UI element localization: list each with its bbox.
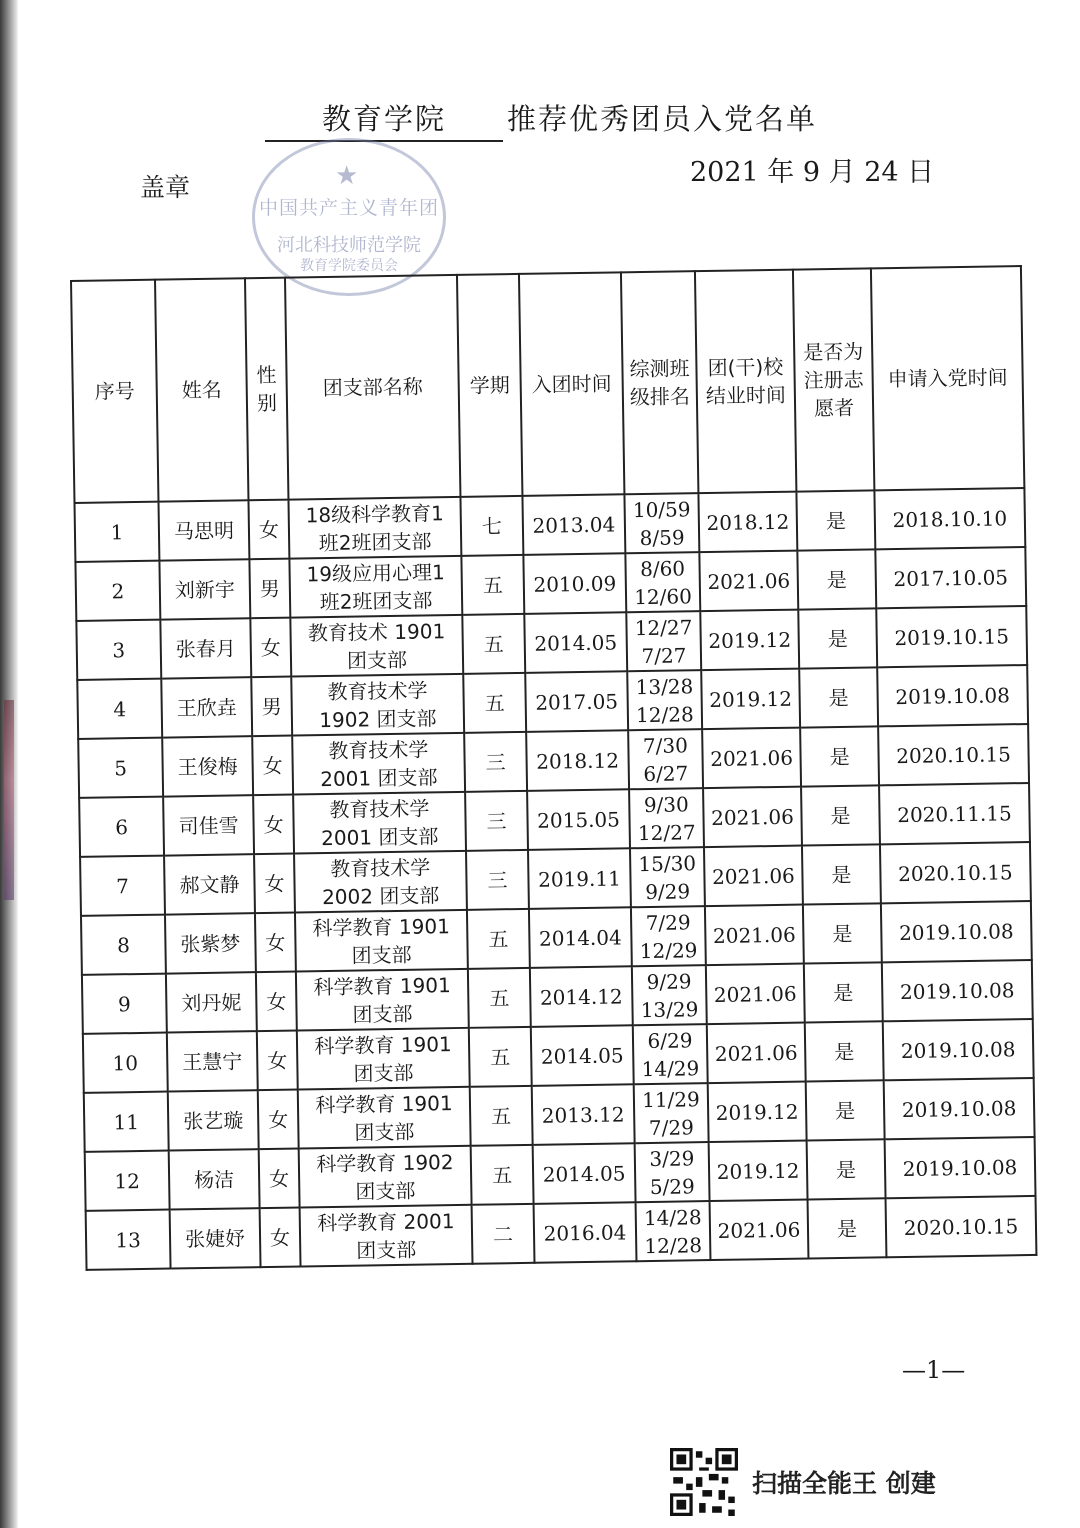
cell-rank [624, 493, 699, 553]
cell-rank [631, 906, 706, 966]
cell-branch-line: 科学教育 1902 [316, 1149, 454, 1176]
cell-no: 4 [77, 679, 162, 739]
cell-rank-line: 3/29 [649, 1145, 695, 1171]
cell-rank [630, 847, 705, 907]
cell-gender: 女 [258, 1090, 299, 1150]
scanner-watermark [670, 1448, 970, 1516]
cell-term: 五 [468, 968, 531, 1028]
cell-branch [299, 1146, 472, 1208]
cell-volunteer: 是 [798, 608, 877, 668]
header-col-no: 序号 [71, 280, 158, 503]
cell-name: 王慧宁 [167, 1031, 258, 1091]
cell-name: 王欣垚 [161, 677, 252, 737]
cell-term: 五 [470, 1086, 533, 1146]
cell-grad: 2021.06 [705, 905, 804, 966]
seal-label: 盖章 [140, 173, 191, 202]
header-col-join: 入团时间 [519, 272, 624, 496]
cell-apply: 2019.10.08 [885, 1137, 1036, 1198]
cell-branch-line: 团支部 [355, 1178, 416, 1204]
header-col-apply: 申请入党时间 [871, 266, 1024, 490]
cell-no: 12 [85, 1151, 170, 1211]
cell-join: 2015.05 [527, 789, 630, 850]
cell-rank [627, 670, 702, 730]
cell-join: 2014.05 [533, 1143, 636, 1204]
cell-branch-line: 2002 团支部 [321, 882, 440, 909]
cell-rank [628, 729, 703, 789]
cell-grad: 2021.06 [704, 846, 803, 907]
cell-branch-line: 科学教育 1901 [314, 1031, 452, 1058]
cell-no: 10 [83, 1033, 168, 1093]
cell-rank-line: 5/29 [649, 1173, 695, 1199]
cell-rank-line: 14/29 [641, 1055, 700, 1081]
cell-name: 王俊梅 [162, 736, 253, 796]
cell-branch-line: 团支部 [354, 1119, 415, 1145]
cell-gender: 女 [254, 854, 295, 914]
cell-gender: 女 [259, 1149, 300, 1209]
cell-branch [291, 674, 464, 736]
cell-term: 五 [461, 555, 524, 615]
cell-join: 2017.05 [525, 671, 628, 732]
cell-no: 3 [76, 620, 161, 680]
cell-rank-line: 7/30 [642, 732, 689, 758]
cell-rank-line: 13/29 [640, 996, 699, 1022]
cell-volunteer: 是 [808, 1198, 887, 1258]
cell-branch-line: 班2班团支部 [318, 528, 432, 555]
cell-branch-line: 19级应用心理1 [306, 559, 445, 586]
cell-rank [633, 1024, 708, 1084]
cell-term: 二 [472, 1204, 535, 1264]
cell-term: 五 [462, 614, 525, 674]
cell-apply: 2017.10.05 [875, 547, 1026, 608]
cell-rank-line: 15/30 [638, 850, 697, 876]
cell-term: 五 [467, 909, 530, 969]
cell-volunteer: 是 [803, 903, 882, 963]
header-col-rank: 综测班级排名 [621, 271, 698, 494]
cell-rank [626, 611, 701, 671]
cell-rank-line: 12/60 [634, 583, 693, 609]
cell-join: 2013.12 [532, 1084, 635, 1145]
cell-grad: 2021.06 [706, 964, 805, 1025]
cell-branch-line: 2001 团支部 [320, 823, 439, 850]
cell-gender: 女 [256, 972, 297, 1032]
cell-no: 1 [75, 502, 160, 562]
cell-branch-line: 团支部 [356, 1237, 417, 1263]
cell-branch-line: 科学教育 1901 [312, 913, 451, 940]
cell-branch-line: 科学教育 1901 [313, 972, 451, 999]
cell-volunteer: 是 [807, 1139, 886, 1199]
cell-branch-line: 18级科学教育1 [305, 500, 444, 527]
cell-name: 张春月 [160, 618, 251, 678]
page-number: —1— [902, 1356, 966, 1384]
cell-rank-line: 11/29 [641, 1086, 700, 1112]
cell-rank-line: 9/29 [645, 878, 691, 904]
cell-join: 2014.05 [531, 1025, 634, 1086]
cell-branch [289, 556, 462, 618]
cell-no: 11 [84, 1092, 169, 1152]
cell-term: 七 [460, 496, 523, 556]
cell-branch-line: 1902 团支部 [319, 705, 437, 732]
document-title [265, 100, 825, 142]
cell-branch-line: 团支部 [346, 647, 408, 673]
cell-rank-line: 7/27 [641, 642, 687, 668]
cell-rank [635, 1142, 710, 1202]
cell-term: 三 [465, 791, 528, 851]
cell-no: 7 [80, 856, 165, 916]
cell-branch [295, 910, 468, 972]
cell-rank-line: 8/60 [639, 555, 686, 581]
cell-term: 五 [463, 673, 526, 733]
cell-gender: 女 [248, 500, 289, 560]
cell-join: 2019.11 [528, 848, 631, 909]
cell-join: 2014.05 [524, 612, 627, 673]
cell-branch-line: 团支部 [353, 1060, 414, 1086]
cell-name: 张紫梦 [165, 913, 256, 973]
page-edge-mark [4, 700, 14, 900]
header-col-branch: 团支部名称 [285, 275, 460, 500]
cell-term: 三 [464, 732, 527, 792]
cell-name: 杨洁 [169, 1149, 260, 1209]
seal-text-line2: 河北科技师范学院 [277, 235, 421, 256]
cell-join: 2018.12 [526, 730, 629, 791]
cell-volunteer: 是 [804, 962, 883, 1022]
cell-rank-line: 6/27 [643, 760, 689, 786]
cell-branch [288, 497, 461, 559]
header-col-grad: 团(干)校结业时间 [695, 270, 796, 494]
cell-apply: 2019.10.08 [877, 665, 1028, 726]
cell-grad: 2019.12 [701, 669, 800, 730]
cell-no: 13 [86, 1210, 171, 1270]
header-col-term: 学期 [457, 274, 522, 497]
table-header-row [71, 266, 1024, 503]
cell-join: 2014.12 [530, 966, 633, 1027]
cell-branch [294, 851, 467, 913]
cell-branch [298, 1087, 471, 1149]
cell-rank-line: 12/27 [634, 614, 693, 640]
qr-code-icon [670, 1448, 738, 1516]
cell-branch-line: 2001 团支部 [320, 764, 438, 791]
cell-grad: 2021.06 [703, 787, 802, 848]
cell-rank-line: 6/29 [647, 1027, 693, 1053]
cell-rank-line: 12/28 [644, 1232, 703, 1258]
cell-term: 五 [469, 1027, 532, 1087]
cell-term: 五 [471, 1145, 534, 1205]
cell-branch-line: 团支部 [352, 1001, 413, 1027]
watermark-text: 扫描全能王 创建 [752, 1469, 936, 1498]
cell-gender: 男 [251, 677, 292, 737]
cell-gender: 女 [260, 1208, 301, 1268]
cell-rank [636, 1201, 711, 1261]
document-date: 2021 年 9 月 24 日 [690, 157, 935, 188]
cell-grad: 2021.06 [707, 1023, 806, 1084]
cell-name: 马思明 [158, 500, 249, 560]
cell-apply: 2019.10.08 [882, 960, 1033, 1021]
cell-grad: 2021.06 [699, 551, 798, 612]
cell-rank-line: 12/27 [637, 819, 696, 845]
table-body [75, 488, 1037, 1270]
cell-branch [290, 615, 463, 677]
cell-no: 2 [75, 561, 160, 621]
cell-name: 司佳雪 [163, 795, 254, 855]
cell-gender: 女 [252, 736, 293, 796]
cell-gender: 女 [257, 1031, 298, 1091]
cell-branch-line: 教育技术学 [330, 854, 431, 881]
cell-grad: 2021.06 [702, 728, 801, 789]
cell-rank-line: 7/29 [645, 909, 691, 935]
cell-no: 6 [79, 797, 164, 857]
cell-rank [625, 552, 700, 612]
cell-apply: 2018.10.10 [874, 488, 1025, 549]
cell-apply: 2020.10.15 [878, 724, 1029, 785]
cell-no: 5 [78, 738, 163, 798]
cell-join: 2013.04 [522, 494, 625, 555]
cell-apply: 2019.10.08 [881, 901, 1032, 962]
seal-star-icon: ★ [335, 161, 359, 191]
cell-name: 张婕妤 [170, 1208, 261, 1268]
cell-apply: 2019.10.15 [876, 606, 1027, 667]
header-col-volunteer: 是否为注册志愿者 [793, 268, 874, 491]
cell-branch-line: 教育技术 1901 [307, 618, 446, 645]
header-col-gender: 性别 [245, 278, 288, 501]
cell-name: 刘丹妮 [166, 972, 257, 1032]
cell-volunteer: 是 [797, 549, 876, 609]
title-text: 推荐优秀团员入党名单 [507, 102, 818, 136]
cell-volunteer: 是 [796, 490, 875, 550]
cell-rank-line: 9/29 [646, 968, 692, 994]
cell-name: 郝文静 [164, 854, 255, 914]
cell-apply: 2019.10.08 [883, 1019, 1034, 1080]
cell-branch-line: 团支部 [351, 942, 412, 968]
cell-rank-line: 12/28 [635, 701, 694, 727]
cell-gender: 女 [250, 618, 291, 678]
cell-join: 2010.09 [523, 553, 626, 614]
cell-join: 2016.04 [534, 1202, 637, 1263]
cell-volunteer: 是 [800, 726, 879, 786]
cell-branch [300, 1205, 473, 1267]
cell-branch-line: 科学教育 1901 [315, 1090, 453, 1117]
cell-term: 三 [466, 850, 529, 910]
cell-rank-line: 9/30 [643, 791, 689, 817]
cell-grad: 2019.12 [709, 1141, 808, 1202]
cell-gender: 女 [255, 913, 296, 973]
cell-gender: 女 [253, 795, 294, 855]
cell-name: 刘新宇 [159, 559, 250, 619]
cell-apply: 2020.10.15 [880, 842, 1031, 903]
cell-name: 张艺璇 [168, 1090, 259, 1150]
cell-rank-line: 12/29 [639, 937, 698, 963]
official-seal [252, 138, 446, 296]
cell-rank-line: 7/29 [648, 1114, 695, 1140]
cell-gender: 男 [249, 559, 290, 619]
cell-apply: 2020.10.15 [886, 1196, 1037, 1257]
cell-branch-line: 科学教育 2001 [317, 1208, 455, 1235]
cell-rank-line: 8/59 [639, 524, 685, 550]
college-name: 教育学院 [265, 97, 503, 142]
cell-branch [292, 733, 465, 795]
cell-volunteer: 是 [806, 1080, 885, 1140]
cell-rank-line: 13/28 [635, 673, 694, 699]
cell-grad: 2021.06 [710, 1200, 809, 1261]
cell-branch-line: 教育技术学 [328, 736, 429, 763]
cell-volunteer: 是 [805, 1021, 884, 1081]
cell-grad: 2018.12 [698, 492, 797, 553]
seal-text-line3: 教育学院委员会 [300, 258, 398, 274]
cell-rank [634, 1083, 709, 1143]
candidate-table [70, 265, 1037, 1271]
cell-volunteer: 是 [799, 667, 878, 727]
seal-text-line1: 中国共产主义青年团 [258, 197, 439, 219]
cell-branch-line: 教育技术学 [327, 677, 428, 704]
cell-join: 2014.04 [529, 907, 632, 968]
cell-grad: 2019.12 [700, 610, 799, 671]
cell-no: 8 [81, 915, 166, 975]
cell-rank-line: 14/28 [643, 1204, 702, 1230]
cell-no: 9 [82, 974, 167, 1034]
cell-branch [297, 1028, 470, 1090]
cell-volunteer: 是 [801, 785, 880, 845]
cell-branch [296, 969, 469, 1031]
cell-apply: 2019.10.08 [884, 1078, 1035, 1139]
cell-grad: 2019.12 [708, 1082, 807, 1143]
cell-volunteer: 是 [802, 844, 881, 904]
cell-apply: 2020.11.15 [879, 783, 1030, 844]
cell-branch [293, 792, 466, 854]
cell-branch-line: 班2班团支部 [319, 587, 433, 614]
cell-rank-line: 10/59 [632, 496, 691, 522]
cell-rank [632, 965, 707, 1025]
header-col-name: 姓名 [155, 278, 248, 501]
cell-rank [629, 788, 704, 848]
cell-branch-line: 教育技术学 [329, 795, 430, 822]
